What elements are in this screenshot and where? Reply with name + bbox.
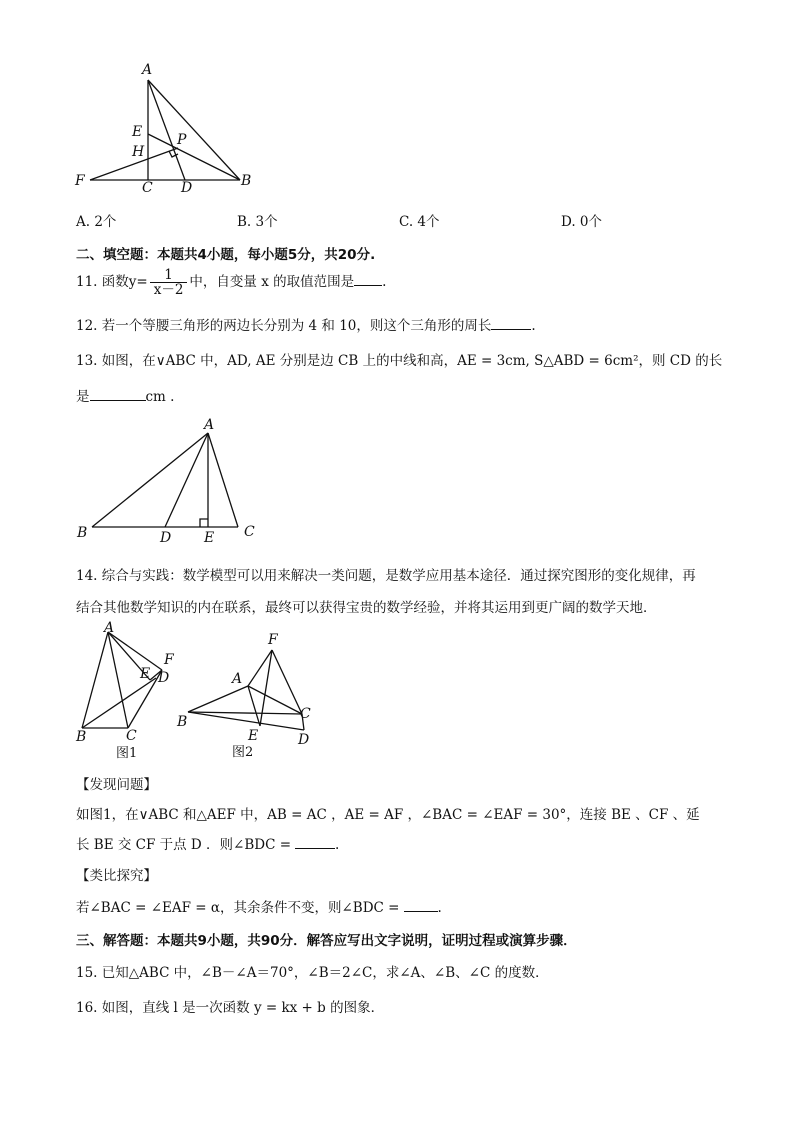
label-c: C: [142, 180, 153, 196]
label-d: D: [298, 732, 310, 748]
label-d: D: [160, 530, 172, 546]
section-2-heading: 二、填空题：本题共4小题，每小题5分，共20分.: [76, 247, 376, 263]
option-b: B. 3个: [237, 214, 278, 230]
q13-unit: cm .: [145, 389, 175, 405]
analogy-answer-blank[interactable]: [404, 899, 438, 912]
segment-fe: [260, 650, 272, 726]
label-p: P: [177, 132, 187, 148]
q11-prefix: 11. 函数y=: [76, 274, 148, 290]
label-c: C: [126, 728, 137, 744]
analogy-line: [76, 896, 442, 916]
discover-text: 长 BE 交 CF 于点 D ．则∠BDC =: [76, 837, 292, 853]
figure-2-caption: 图2: [232, 745, 254, 760]
label-b: B: [76, 729, 87, 745]
label-a: A: [104, 620, 115, 636]
label-f: F: [268, 632, 278, 648]
section-3-heading: 三、解答题：本题共9小题，共90分．解答应写出文字说明，证明过程或演算步骤．: [76, 933, 577, 949]
question-13-line-1: 13. 如图，在∨ABC 中，AD, AE 分别是边 CB 上的中线和高，AE = 3cm, S△ABD = 6cm²，则 CD 的长: [76, 353, 723, 369]
q11-fraction: [150, 268, 188, 297]
label-d: D: [158, 670, 170, 686]
label-e: E: [248, 728, 259, 744]
q12-end: .: [531, 318, 536, 334]
label-c: C: [300, 706, 311, 722]
segment-fc: [272, 650, 302, 714]
label-a: A: [232, 671, 243, 687]
question-11: [76, 268, 386, 297]
segment-af: [248, 650, 272, 686]
question-16: 16. 如图，直线 l 是一次函数 y = kx + b 的图象．: [76, 1000, 385, 1016]
segment-ad: [165, 433, 208, 527]
q12-answer-blank[interactable]: [491, 317, 531, 330]
label-a: A: [204, 417, 215, 433]
option-a: A. 2个: [76, 214, 117, 230]
q13-answer-blank[interactable]: [90, 388, 146, 401]
label-f: F: [75, 173, 85, 189]
discover-answer-blank[interactable]: [295, 836, 335, 849]
right-angle-mark: [200, 519, 208, 527]
label-b: B: [177, 714, 188, 730]
label-a: A: [142, 62, 153, 78]
q11-denominator: x－2: [153, 282, 184, 298]
q12-text: 12. 若一个等腰三角形的两边长分别为 4 和 10，则这个三角形的周长: [76, 318, 492, 334]
segment-ab: [148, 80, 240, 180]
label-c: C: [244, 524, 255, 540]
option-c: C. 4个: [399, 214, 440, 230]
segment-bd: [188, 712, 304, 730]
q11-end: .: [382, 274, 387, 290]
label-b: B: [241, 173, 252, 189]
figure-q10: [60, 58, 280, 198]
figure-q13: [70, 415, 270, 550]
figure-1-caption: 图1: [116, 746, 138, 761]
segment-eb: [148, 134, 240, 180]
label-f: F: [164, 652, 174, 668]
analogy-heading: 【类比探究】: [76, 868, 157, 884]
figure-q14-1: [70, 618, 188, 763]
segment-ba: [188, 686, 248, 712]
discover-line-1: 如图1，在∨ABC 和△AEF 中，AB = AC ，AE = AF ，∠BAC = ∠EAF = 30°，连接 BE 、CF 、延: [76, 807, 700, 823]
option-d: D. 0个: [561, 214, 603, 230]
q11-answer-blank[interactable]: [354, 273, 382, 286]
q13-prefix: 是: [76, 389, 90, 405]
discover-heading: 【发现问题】: [76, 777, 157, 793]
segment-ba: [92, 433, 208, 527]
label-e: E: [204, 530, 215, 546]
question-15: 15. 已知△ABC 中，∠B－∠A＝70°，∠B＝2∠C，求∠A、∠B、∠C 的度数．: [76, 965, 549, 981]
figure-q14-2: [170, 628, 330, 763]
label-b: B: [77, 525, 88, 541]
segment-ad: [148, 80, 185, 180]
question-14-line-2: 结合其他数学知识的内在联系，最终可以获得宝贵的数学经验，并将其运用到更广阔的数学天地．: [76, 600, 657, 616]
segment-ac: [248, 686, 302, 714]
segment-ac: [108, 632, 128, 728]
segment-bc: [188, 712, 302, 714]
discover-line-2: [76, 833, 339, 853]
question-12: [76, 314, 536, 334]
question-13-line-2: [76, 385, 174, 405]
label-h: H: [132, 144, 145, 160]
analogy-text: 若∠BAC = ∠EAF = α，其余条件不变，则∠BDC =: [76, 900, 400, 916]
question-14-line-1: 14. 综合与实践：数学模型可以用来解决一类问题，是数学应用基本途径．通过探究图形的变化规律，再: [76, 568, 696, 584]
label-e: E: [132, 124, 143, 140]
segment-ac: [208, 433, 238, 527]
label-d: D: [181, 180, 193, 196]
analogy-end: .: [437, 900, 442, 916]
discover-end: .: [335, 837, 340, 853]
q11-text: 中，自变量 x 的取值范围是: [189, 274, 355, 290]
label-e: E: [140, 666, 151, 682]
q11-numerator: 1: [150, 268, 188, 283]
segment-af: [108, 632, 162, 670]
